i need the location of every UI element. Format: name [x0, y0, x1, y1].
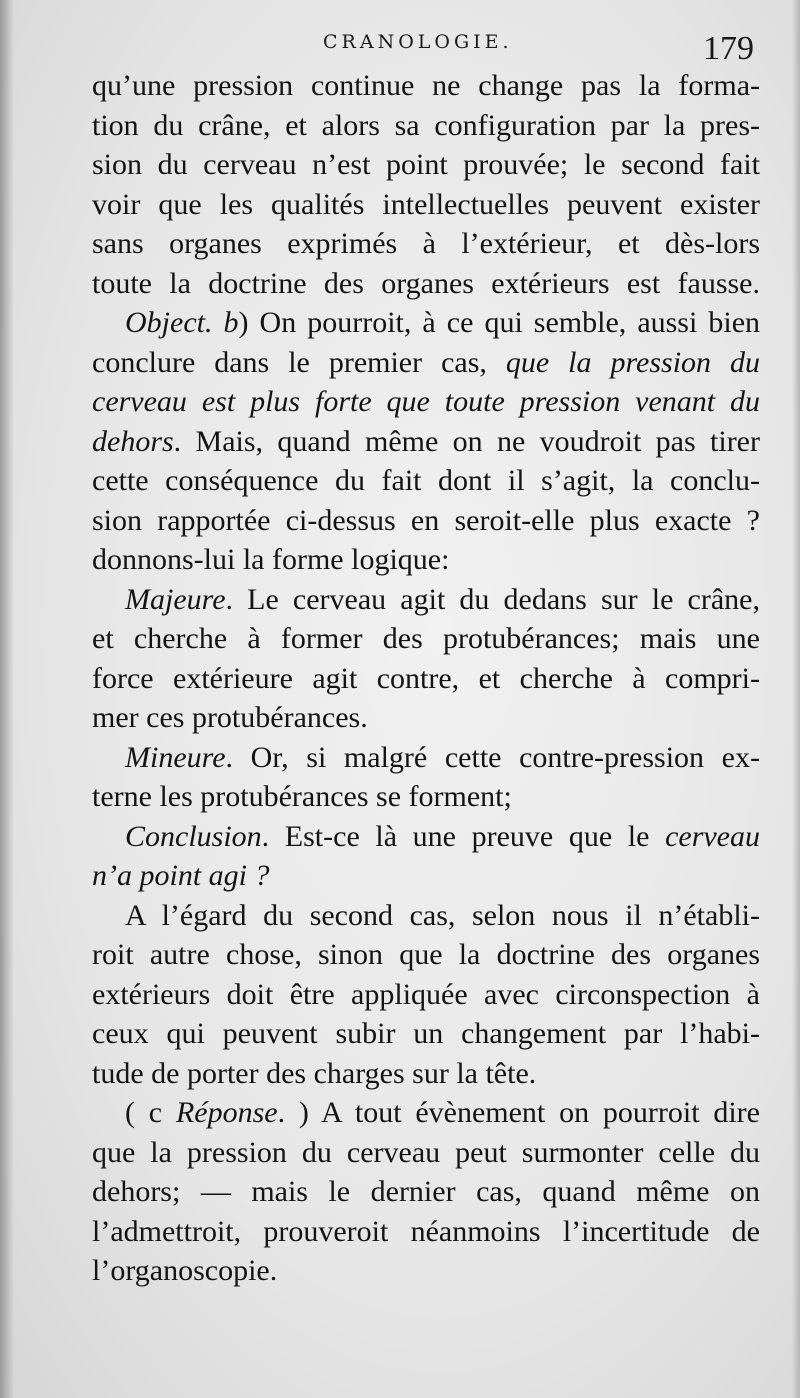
text-line — [92, 856, 760, 896]
body-text — [92, 66, 760, 1291]
text-run: que la pression du cerveau peut surmonter celle du — [92, 1135, 760, 1169]
text-line — [92, 540, 760, 580]
text-line — [92, 106, 760, 146]
page-gutter-shadow — [0, 0, 14, 1398]
text-line — [92, 619, 760, 659]
text-run: . ) A tout évènement on pourroit dire — [277, 1096, 760, 1129]
text-line — [92, 264, 760, 304]
text-run: extérieurs doit être appliquée avec circonspection à — [92, 977, 760, 1011]
text-line — [92, 501, 760, 541]
text-line — [92, 896, 760, 936]
text-line — [92, 1054, 760, 1094]
text-line — [92, 580, 760, 620]
text-run: cerveau — [665, 819, 760, 853]
text-run: Conclusion — [125, 819, 262, 853]
text-run: dehors; — mais le dernier cas, quand même on — [92, 1175, 760, 1208]
text-run: qu’une pression continue ne change pas la forma- — [92, 69, 760, 102]
text-run: l’organoscopie. — [92, 1254, 278, 1287]
text-line — [92, 1212, 760, 1252]
paragraph — [92, 580, 760, 738]
paragraph — [92, 738, 760, 817]
text-run: . Le cerveau agit du dedans sur le crâne, — [225, 582, 760, 616]
text-run: sans organes exprimés à l’extérieur, et dès-lors — [92, 227, 760, 260]
text-run: tude de porter des charges sur la tête. — [92, 1056, 537, 1090]
text-line — [92, 461, 760, 501]
text-run: A l’égard du second cas, selon nous il n’établi- — [125, 898, 760, 932]
text-run: cette conséquence du fait dont il s’agit, la conclu- — [92, 464, 760, 497]
text-line — [92, 382, 760, 422]
text-line — [92, 1133, 760, 1173]
text-run: n’a point agi ? — [92, 859, 270, 892]
text-run: sion du cerveau n’est point prouvée; le second fait — [92, 148, 760, 181]
text-run: Object. b — [125, 306, 239, 339]
text-line — [92, 224, 760, 264]
text-line — [92, 303, 760, 343]
text-run: sion rapportée ci-dessus en seroit-elle plus exacte ? — [92, 503, 760, 537]
text-run: roit autre chose, sinon que la doctrine des organes — [92, 938, 760, 971]
text-run: que la pression du — [505, 345, 761, 379]
text-line — [92, 738, 760, 778]
text-line — [92, 659, 760, 699]
text-run: mer ces protubérances. — [92, 701, 368, 734]
text-line — [92, 975, 760, 1015]
paragraph — [92, 817, 760, 896]
text-line — [92, 1172, 760, 1212]
text-line — [92, 185, 760, 225]
text-line — [92, 1014, 760, 1054]
text-line — [92, 145, 760, 185]
text-run: cerveau est plus forte que toute pression venant du — [92, 385, 760, 418]
text-run: Majeure — [125, 582, 226, 616]
text-line — [92, 817, 760, 857]
text-run: . Mais, quand même on ne voudroit pas tirer — [173, 424, 760, 458]
text-line — [92, 422, 760, 462]
text-run: Réponse — [175, 1096, 278, 1129]
page-number: 179 — [703, 30, 754, 67]
text-run: l’admettroit, prouveroit néanmoins l’incertitude de — [92, 1214, 760, 1248]
text-run: dehors — [92, 424, 174, 458]
text-run: Mineure — [125, 740, 226, 774]
text-run: toute la doctrine des organes extérieurs est fausse. — [92, 266, 760, 300]
paragraph — [92, 1093, 760, 1291]
text-line — [92, 935, 760, 975]
text-run: donnons-lui la forme logique: — [92, 543, 450, 576]
text-run: ceux qui peuvent subir un changement par l’habi- — [92, 1017, 760, 1050]
text-run: conclure dans le premier cas, — [92, 345, 506, 379]
text-run: voir que les qualités intellectuelles peuvent exister — [92, 187, 760, 221]
text-line — [92, 1093, 760, 1133]
page-edge-shadow — [792, 0, 800, 1398]
text-run: ( c — [125, 1096, 176, 1129]
text-run: . Est-ce là une preuve que le — [261, 819, 666, 853]
text-run: . Or, si malgré cette contre-pression ex- — [225, 740, 760, 774]
text-line — [92, 777, 760, 817]
text-run: ) On pourroit, à ce qui semble, aussi bien — [238, 306, 761, 339]
paragraph — [92, 66, 760, 303]
text-run: terne les protubérances se forment; — [92, 780, 512, 813]
running-head: CRANOLOGIE. — [323, 31, 513, 53]
paragraph — [92, 896, 760, 1094]
text-run: force extérieure agit contre, et cherche à compri- — [92, 661, 760, 695]
text-run: et cherche à former des protubérances; mais une — [92, 622, 760, 655]
text-line — [92, 66, 760, 106]
text-line — [92, 343, 760, 383]
text-run: tion du crâne, et alors sa configuration par la pres- — [92, 108, 760, 142]
text-line — [92, 698, 760, 738]
paragraph — [92, 303, 760, 580]
text-line — [92, 1251, 760, 1291]
